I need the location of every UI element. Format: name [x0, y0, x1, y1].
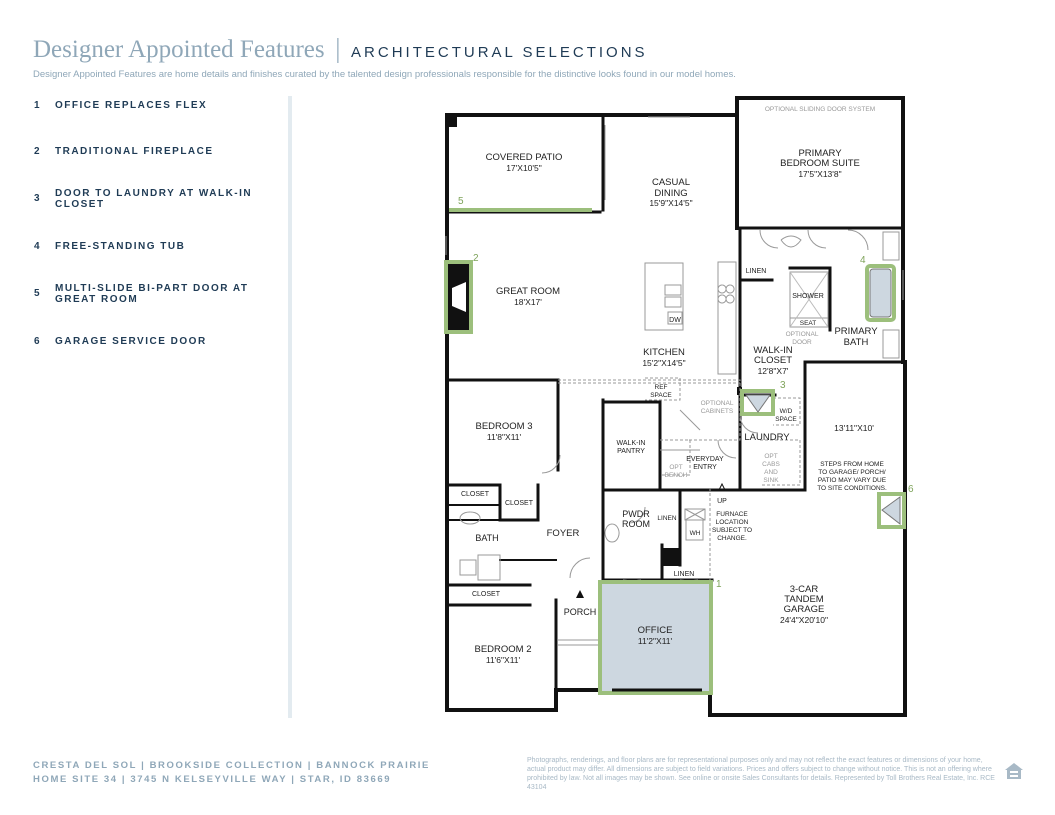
label-ref-2: SPACE: [650, 392, 672, 399]
marker-4: 4: [860, 255, 866, 266]
label-seat: SEAT: [799, 320, 817, 327]
feature-item: [34, 100, 274, 111]
room-garage: 3-CAR: [789, 584, 819, 595]
vertical-divider: [288, 96, 292, 718]
footer-line-2: HOME SITE 34 | 3745 N KELSEYVILLE WAY | STAR, ID 83669: [33, 774, 392, 785]
label-closet-1: CLOSET: [460, 491, 490, 498]
footer-disclaimer: Photographs, renderings, and floor plans are for representational purposes only and may not reflect the exact features or dimensions of your home, actual product may differ. All dimensions are subject to field variations. Prices and offers subject to change without notice. This is not an offering where prohibited by law. Not all images may be shown. See online or onsite Sales Consultants for details. Represented by Toll Brothers Real Estate, Inc. RCE 43104: [527, 757, 995, 791]
label-closet-2: CLOSET: [504, 500, 534, 507]
room-garage-2: TANDEM: [784, 594, 824, 605]
footer-community: [33, 759, 430, 787]
feature-number: 4: [34, 241, 40, 252]
feature-item: [34, 336, 274, 347]
page-title: Designer Appointed Features: [33, 36, 325, 63]
room-bedroom-2-dim: 11'6"X11': [485, 655, 521, 665]
label-wh: WH: [689, 530, 701, 537]
label-wd: W/D: [779, 408, 793, 415]
room-porch: PORCH: [563, 607, 597, 617]
feature-item: [34, 283, 274, 305]
note-furnace-4: CHANGE.: [717, 535, 747, 542]
marker-1: 1: [716, 579, 722, 590]
room-covered-patio-dim: 17'X10'5": [506, 163, 542, 173]
label-optional-cabinets-2: CABINETS: [700, 408, 734, 415]
label-opt-bench-2: BENCH: [664, 472, 688, 479]
room-office-dim: 11'2"X11': [637, 636, 673, 646]
header: [33, 34, 1023, 80]
label-optional-cabinets: OPTIONAL: [700, 400, 734, 407]
note-steps: STEPS FROM HOME: [820, 461, 884, 468]
room-primary: PRIMARY: [798, 148, 842, 159]
marker-3: 3: [780, 380, 786, 391]
room-casual-dining: CASUAL: [651, 177, 691, 188]
label-optional-door: OPTIONAL: [785, 331, 819, 338]
room-garage-dim: 24'4"X20'10": [779, 615, 829, 625]
room-garage-storage-dim: 13'11"X10': [834, 423, 874, 433]
room-everyday-entry-2: ENTRY: [693, 464, 717, 471]
label-linen: LINEN: [745, 268, 767, 275]
label-closet-3: CLOSET: [471, 591, 501, 598]
feature-number: 6: [34, 336, 40, 347]
label-up: UP: [717, 498, 727, 505]
label-opt-cabs-4: SINK: [763, 477, 779, 484]
feature-number: 2: [34, 146, 40, 157]
label-opt-cabs: OPT: [764, 453, 778, 460]
feature-item: [34, 146, 274, 157]
feature-item: [34, 241, 274, 252]
label-optional-door-2: DOOR: [792, 339, 812, 346]
entry-arrow-icon: [576, 590, 584, 598]
room-bedroom-3-dim: 11'8"X11': [486, 432, 522, 442]
feature-label: DOOR TO LAUNDRY AT WALK-IN CLOSET: [55, 188, 253, 210]
footer-line-1: CRESTA DEL SOL | BROOKSIDE COLLECTION | BANNOCK PRAIRIE: [33, 760, 430, 771]
marker-6: 6: [908, 484, 914, 495]
room-walkin-closet-dim: 12'8"X7': [757, 366, 789, 376]
note-furnace-2: LOCATION: [715, 519, 749, 526]
room-walkin-pantry-2: PANTRY: [617, 448, 645, 455]
room-everyday-entry: EVERYDAY: [686, 456, 724, 463]
room-bedroom-2: BEDROOM 2: [474, 644, 532, 655]
room-covered-patio: COVERED PATIO: [485, 152, 563, 163]
room-primary-bath-2: BATH: [843, 337, 869, 348]
room-casual-dining-dim: 15'9"X14'5": [649, 198, 693, 208]
feature-label: TRADITIONAL FIREPLACE: [55, 146, 214, 157]
room-primary-2: BEDROOM SUITE: [780, 158, 860, 169]
label-linen-3: LINEN: [673, 571, 695, 578]
room-great-room-dim: 18'X17': [514, 297, 542, 307]
optional-sliding-door: OPTIONAL SLIDING DOOR SYSTEM: [764, 106, 876, 113]
feature-label: GARAGE SERVICE DOOR: [55, 336, 207, 347]
room-laundry: LAUNDRY: [744, 432, 790, 443]
note-furnace-3: SUBJECT TO: [711, 527, 753, 534]
room-office: OFFICE: [637, 625, 673, 636]
room-pwdr-2: ROOM: [622, 519, 650, 529]
room-garage-3: GARAGE: [783, 604, 825, 615]
room-casual-dining-2: DINING: [654, 188, 688, 199]
note-furnace: FURNACE: [716, 511, 748, 518]
room-foyer: FOYER: [546, 528, 580, 539]
room-walkin-closet-2: CLOSET: [753, 355, 793, 366]
room-kitchen-dim: 15'2"X14'5": [642, 358, 686, 368]
title-separator: |: [333, 34, 343, 63]
feature-number: 1: [34, 100, 40, 111]
feature-item: [34, 188, 274, 210]
floor-plan: [440, 95, 914, 720]
label-opt-bench: OPT: [669, 464, 683, 471]
floor-plan-svg: [440, 95, 914, 720]
title-line: [33, 34, 1023, 64]
room-pwdr: PWDR: [622, 509, 650, 519]
page-subtitle: Designer Appointed Features are home details and finishes curated by the talented design professionals responsible for the distinctive looks found in our model homes.: [33, 69, 736, 80]
label-dw: DW: [669, 317, 681, 324]
room-bath: BATH: [475, 533, 499, 543]
room-primary-dim: 17'5"X13'8": [798, 169, 842, 179]
room-kitchen: KITCHEN: [643, 347, 685, 358]
label-ref: REF: [654, 384, 668, 391]
label-opt-cabs-2: CABS: [762, 461, 780, 468]
label-wd-2: SPACE: [775, 416, 797, 423]
feature-number: 5: [34, 288, 40, 299]
section-title: ARCHITECTURAL SELECTIONS: [351, 44, 648, 61]
room-primary-bath: PRIMARY: [834, 326, 878, 337]
note-steps-2: TO GARAGE/ PORCH/: [818, 469, 886, 476]
feature-number: 3: [34, 193, 40, 204]
equal-housing-icon: [1003, 760, 1025, 782]
label-opt-cabs-3: AND: [764, 469, 778, 476]
room-great-room: GREAT ROOM: [495, 286, 561, 297]
marker-2: 2: [473, 253, 479, 264]
room-bedroom-3: BEDROOM 3: [475, 421, 533, 432]
feature-label: MULTI-SLIDE BI-PART DOOR AT GREAT ROOM: [55, 283, 249, 305]
label-shower: SHOWER: [792, 293, 824, 300]
room-walkin-closet: WALK-IN: [753, 345, 793, 356]
label-linen-2: LINEN: [657, 515, 677, 522]
room-walkin-pantry: WALK-IN: [616, 440, 646, 447]
feature-label: OFFICE REPLACES FLEX: [55, 100, 208, 111]
feature-label: FREE-STANDING TUB: [55, 241, 186, 252]
marker-5: 5: [458, 196, 464, 207]
note-steps-4: TO SITE CONDITIONS.: [817, 485, 887, 492]
note-steps-3: PATIO MAY VARY DUE: [817, 477, 887, 484]
